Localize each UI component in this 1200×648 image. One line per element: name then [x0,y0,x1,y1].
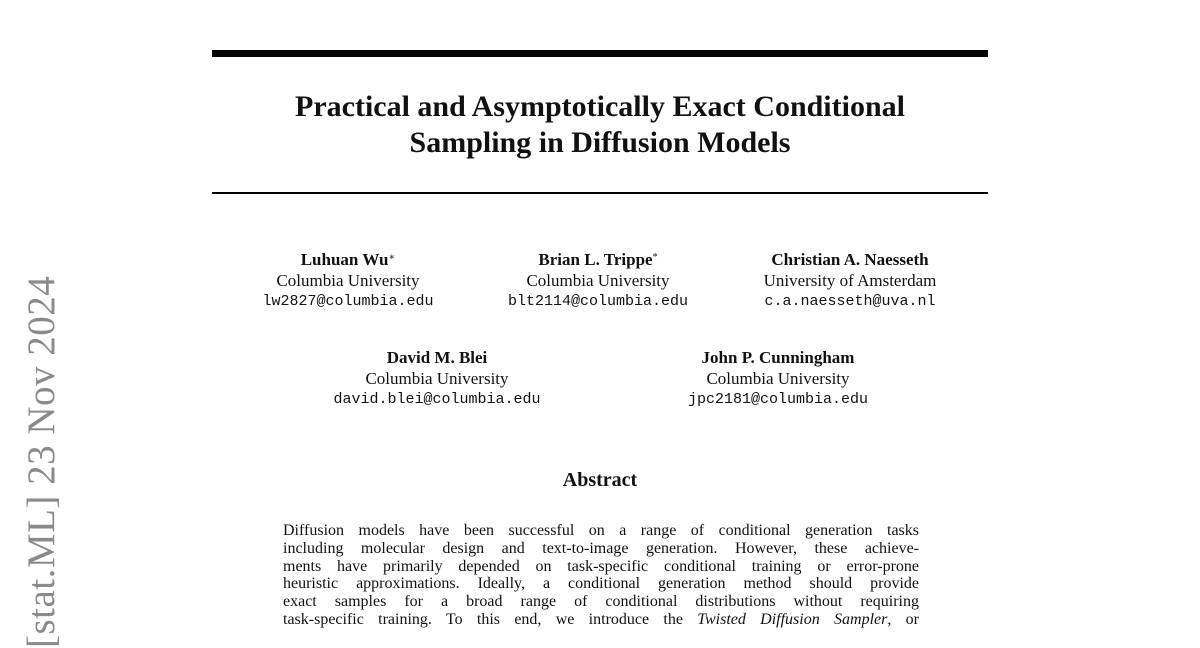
author-name: Christian A. Naesseth [771,250,929,269]
title-line-2: Sampling in Diffusion Models [409,126,791,159]
author-affiliation: University of Amsterdam [763,271,937,290]
abstract-line: task-specific training. To this end, we introduce the Twisted Diffusion Sampler, or [283,610,920,628]
author-block-3 [720,249,980,313]
title-bottom-rule [212,192,988,194]
author-email[interactable]: c.a.naesseth@uva.nl [764,293,936,310]
author-block-1 [218,249,478,313]
author-block-4 [307,347,567,411]
author-email[interactable]: blt2114@columbia.edu [507,293,689,310]
equal-contribution-mark: ∗ [388,252,396,263]
paper-title [212,89,988,161]
author-name: David M. Blei [386,348,488,367]
abstract-heading: Abstract [562,469,638,491]
author-affiliation: Columbia University [526,271,670,290]
abstract-body [283,522,919,629]
title-line-1: Practical and Asymptotically Exact Conditional [295,90,905,123]
author-affiliation: Columbia University [276,271,420,290]
author-name: Brian L. Trippe* [538,250,658,269]
author-email[interactable]: david.blei@columbia.edu [333,391,541,408]
abstract-line: ments have primarily depended on task-specific conditional training or error-prone [283,557,919,575]
abstract-line: heuristic approximations. Ideally, a conditional generation method should provide [283,575,919,593]
equal-contribution-mark: * [652,252,658,263]
author-email[interactable]: lw2827@columbia.edu [262,293,434,310]
author-name: John P. Cunningham [701,348,855,367]
author-block-5 [648,347,908,411]
abstract-line: Diffusion models have been successful on a range of conditional generation tasks [283,522,919,539]
author-block-2 [468,249,728,313]
method-name: Twisted Diffusion Sampler [697,610,888,628]
author-affiliation: Columbia University [706,369,850,388]
arxiv-identifier-stamp: [stat.ML] 23 Nov 2024 [20,275,63,648]
abstract-line: including molecular design and text-to-image generation. However, these achieve- [283,539,919,557]
author-email[interactable]: jpc2181@columbia.edu [687,391,869,408]
author-name: Luhuan Wu∗ [300,250,396,269]
top-rule [212,50,988,57]
author-affiliation: Columbia University [365,369,509,388]
abstract-line: exact samples for a broad range of conditional distributions without requiring [283,593,919,611]
